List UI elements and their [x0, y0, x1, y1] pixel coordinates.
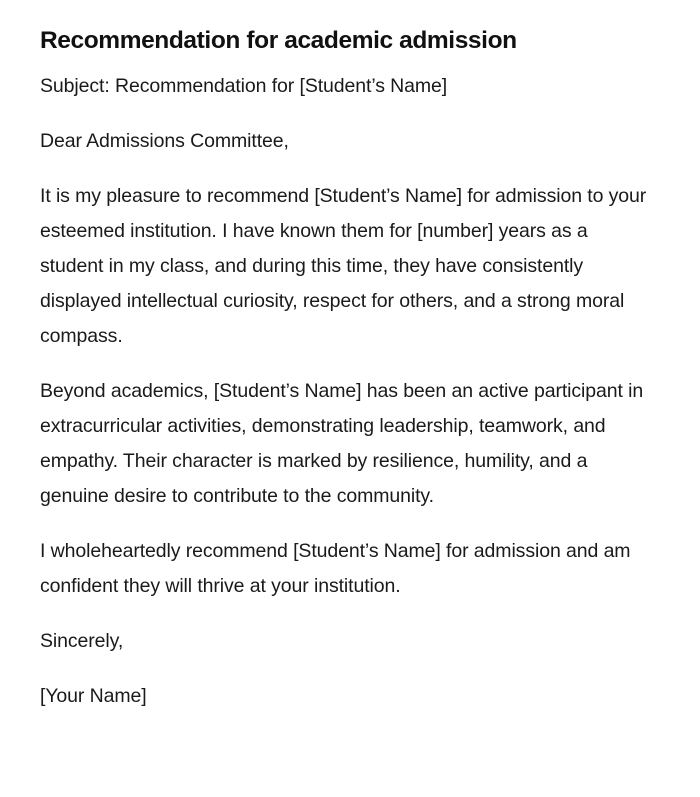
- document-title: Recommendation for academic admission: [40, 27, 517, 54]
- body-paragraph-1: It is my pleasure to recommend [Student’s Name] for admission to your esteemed institution. I have known them for [number] years as a student in my class, and during this time, they have consistently displayed intellectual curiosity, respect for others, and a strong moral compass.: [40, 185, 647, 347]
- subject-line: Subject: Recommendation for [Student’s Name]: [40, 75, 448, 97]
- signature: [Your Name]: [40, 685, 147, 707]
- closing: Sincerely,: [40, 630, 124, 652]
- salutation: Dear Admissions Committee,: [40, 130, 289, 152]
- body-paragraph-3: I wholeheartedly recommend [Student’s Name] for admission and am confident they will thrive at your institution.: [40, 540, 631, 597]
- body-paragraph-2: Beyond academics, [Student’s Name] has been an active participant in extracurricular activities, demonstrating leadership, teamwork, and empathy. Their character is marked by resilience, humility, and a genuine desire to contribute to the community.: [40, 380, 644, 507]
- letter-document: [40, 24, 650, 714]
